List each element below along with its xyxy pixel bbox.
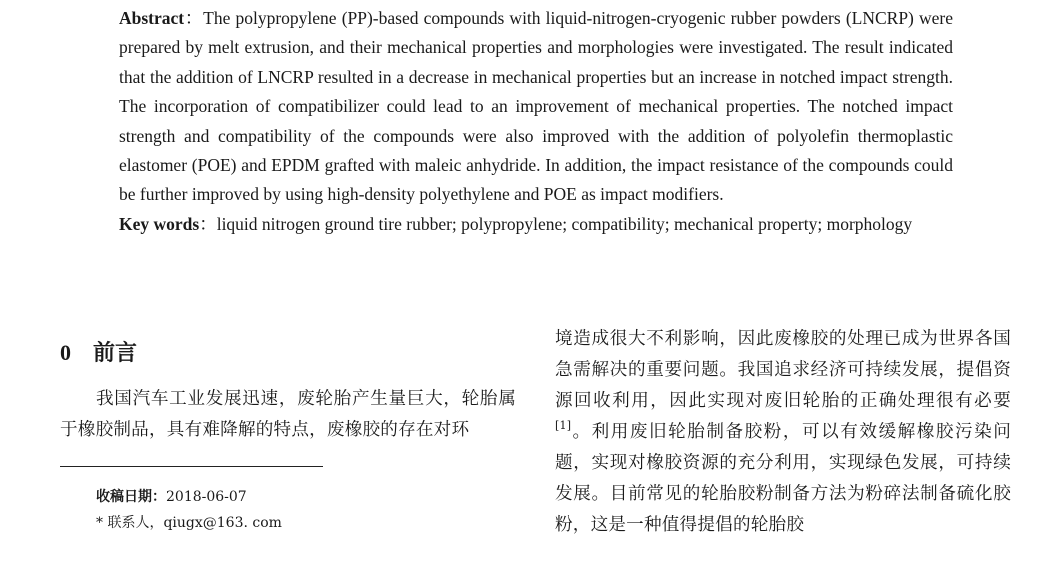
contact-line: * 联系人，qiugx@163. com [96,515,282,531]
abstract-text: The polypropylene (PP)-based compounds with liquid-nitrogen-cryogenic rubber powders (LNCRP) were prepared by melt extrusion, and their mechanical properties and morphologies were investigated. The result indicated that the addition of LNCRP resulted in a decrease in mechanical properties but an increase in notched impact strength. The incorporation of compatibilizer could lead to an improvement of mechanical properties. The notched impact strength and compatibility of the compounds were also improved with the addition of polyolefin thermoplastic elastomer (POE) and EPDM grafted with maleic anhydride. In addition, the impact resistance of the compounds could be further improved by using high-density polyethylene and POE as impact modifiers. [119,8,954,205]
keywords-text: liquid nitrogen ground tire rubber; polypropylene; compatibility; mechanical property; morphology [216,213,913,234]
received-date-line [96,484,282,510]
intro-paragraph-continued [555,324,1011,541]
section-heading [60,338,137,369]
citation-ref[interactable]: [1] [555,419,572,432]
footnote-divider [60,466,323,467]
keywords-label-separator: ： [199,213,217,234]
left-column [60,384,516,446]
abstract-label: Abstract [119,8,185,28]
text-after-citation: 。利用废旧轮胎制备胶粉，可以有效缓解橡胶污染问题，实现对橡胶资源的充分利用，实现绿色发展，可持续发展。目前常见的轮胎胶粉制备方法为粉碎法制备硫化胶粉，这是一种值得提倡的轮胎胶 [555,422,1011,535]
right-column [555,324,1011,541]
keywords-paragraph [119,210,953,239]
text-before-citation: 境造成很大不利影响，因此废橡胶的处理已成为世界各国急需解决的重要问题。我国追求经济可持续发展，提倡资源回收利用，因此实现对废旧轮胎的正确处理很有必要 [555,329,1011,411]
abstract-label-separator: ： [184,8,204,28]
intro-paragraph: 我国汽车工业发展迅速，废轮胎产生量巨大，轮胎属于橡胶制品，具有难降解的特点，废橡胶的存在对环 [60,389,516,440]
abstract-section [119,4,953,239]
abstract-paragraph [119,4,953,210]
section-title: 前言 [93,341,138,366]
received-date: 2018-06-07 [166,489,247,505]
section-number: 0 [60,340,71,365]
received-label: 收稿日期： [96,489,166,505]
keywords-label: Key words [119,213,200,234]
footnotes [96,484,282,536]
